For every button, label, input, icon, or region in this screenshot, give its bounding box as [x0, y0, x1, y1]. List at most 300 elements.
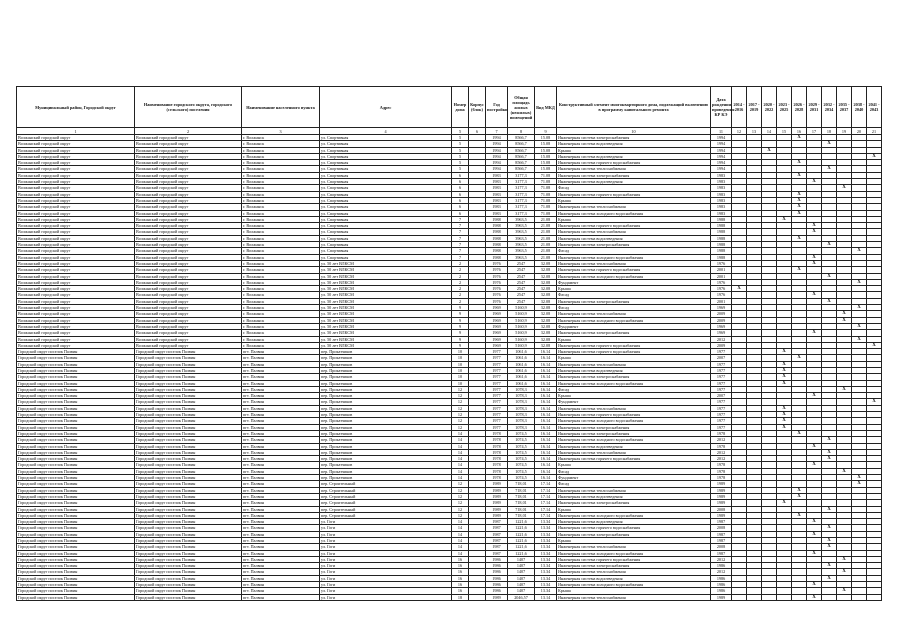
table-cell: X: [807, 519, 822, 525]
table-cell: 1977: [711, 374, 732, 380]
table-cell: Волжанский городской округ: [17, 323, 135, 329]
table-cell: 12: [452, 512, 469, 518]
table-cell: Городской округ поселок Палвин: [17, 424, 135, 430]
table-cell: пгт. Палвин: [242, 361, 320, 367]
table-cell: 2001: [711, 267, 732, 273]
table-cell: 16: [452, 588, 469, 594]
column-header: 2014 - 2016: [732, 87, 747, 128]
table-cell: ул. Гоги: [320, 563, 452, 569]
table-cell: 2001: [711, 273, 732, 279]
table-cell: 32.08: [535, 279, 557, 285]
table-cell: Городской округ поселок Палвин: [17, 412, 135, 418]
table-cell: 15.08: [535, 141, 557, 147]
column-number: 13: [747, 128, 762, 135]
table-cell: 1976: [711, 286, 732, 292]
table-cell: 1988: [711, 242, 732, 248]
table-cell: г. Волжанск: [242, 210, 320, 216]
table-cell: 3963,5: [508, 216, 535, 222]
table-cell: Городской округ поселок Палвин: [135, 405, 242, 411]
table-cell: ул. Спортивная: [320, 248, 452, 254]
table-cell: 1983: [486, 185, 508, 191]
table-cell: пгт. Палвин: [242, 493, 320, 499]
table-cell: 5: [452, 153, 469, 159]
table-cell: пгт. Палвин: [242, 525, 320, 531]
table-cell: 13.34: [535, 563, 557, 569]
table-cell: Волжанский городской округ: [17, 147, 135, 153]
table-cell: пер. Прокатчиков: [320, 355, 452, 361]
table-cell: 2008: [711, 525, 732, 531]
table-cell: X: [777, 418, 792, 424]
table-cell: Городской округ поселок Палвин: [17, 355, 135, 361]
table-cell: 1989: [486, 594, 508, 600]
table-cell: 1989: [711, 594, 732, 600]
table-cell: Волжанский городской округ: [17, 267, 135, 273]
table-cell: Городской округ поселок Палвин: [135, 512, 242, 518]
table-cell: X: [837, 386, 852, 392]
table-cell: Волжанский городской округ: [135, 185, 242, 191]
table-cell: ул. Спортивная: [320, 147, 452, 153]
table-cell: 1986: [486, 569, 508, 575]
table-cell: 7: [452, 229, 469, 235]
table-cell: 1988: [711, 223, 732, 229]
table-cell: 1977: [486, 374, 508, 380]
table-cell: Волжанский городской округ: [135, 197, 242, 203]
table-cell: 1988: [486, 223, 508, 229]
table-cell: X: [822, 544, 837, 550]
table-cell: 2: [452, 279, 469, 285]
table-cell: Инженерная система холодного водоснабжения: [557, 273, 711, 279]
table-cell: 1977: [711, 412, 732, 418]
table-cell: X: [822, 166, 837, 172]
table-cell: пер. Прокатчиков: [320, 374, 452, 380]
table-cell: пер. Строительный: [320, 481, 452, 487]
table-cell: Волжанский городской округ: [135, 160, 242, 166]
table-cell: Волжанский городской округ: [135, 248, 242, 254]
table-cell: пгт. Палвин: [242, 519, 320, 525]
table-cell: пер. Прокатчиков: [320, 468, 452, 474]
table-cell: 16: [452, 563, 469, 569]
table-cell: пгт. Палвин: [242, 481, 320, 487]
table-cell: 16.14: [535, 380, 557, 386]
table-cell: 15.08: [535, 153, 557, 159]
table-cell: Волжанский городской округ: [135, 135, 242, 141]
table-cell: 12: [452, 506, 469, 512]
table-cell: Городской округ поселок Палвин: [135, 437, 242, 443]
table-cell: Городской округ поселок Палвин: [135, 594, 242, 600]
table-cell: 16.14: [535, 399, 557, 405]
table-cell: 71.08: [535, 185, 557, 191]
table-cell: 17.14: [535, 493, 557, 499]
table-cell: Волжанский городской округ: [17, 229, 135, 235]
table-cell: X: [807, 462, 822, 468]
table-cell: 1989: [711, 481, 732, 487]
table-cell: пгт. Палвин: [242, 569, 320, 575]
table-cell: Волжанский городской округ: [135, 323, 242, 329]
table-cell: 1978: [486, 475, 508, 481]
table-cell: ул. 50 лет ВЛКСМ: [320, 305, 452, 311]
table-cell: ул. 50 лет ВЛКСМ: [320, 279, 452, 285]
table-cell: X: [792, 210, 807, 216]
column-number: 7: [486, 128, 508, 135]
table-cell: 1987: [486, 544, 508, 550]
table-cell: ул. 50 лет ВЛКСМ: [320, 311, 452, 317]
table-cell: г. Волжанск: [242, 229, 320, 235]
table-cell: ул. 50 лет ВЛКСМ: [320, 267, 452, 273]
table-cell: 10: [452, 361, 469, 367]
table-cell: Инженерная система электроснабжения: [557, 531, 711, 537]
table-cell: 1969: [711, 323, 732, 329]
table-cell: [837, 594, 852, 600]
table-cell: Волжанский городской округ: [17, 248, 135, 254]
table-cell: ул. Спортивная: [320, 242, 452, 248]
table-cell: 1989: [486, 512, 508, 518]
table-cell: 10: [452, 349, 469, 355]
table-cell: 1977: [711, 349, 732, 355]
table-cell: 71.08: [535, 179, 557, 185]
table-cell: Волжанский городской округ: [17, 336, 135, 342]
table-cell: 1407: [508, 569, 535, 575]
table-cell: Городской округ поселок Палвин: [17, 393, 135, 399]
table-cell: 1978: [486, 456, 508, 462]
table-cell: 21.08: [535, 216, 557, 222]
table-cell: X: [792, 487, 807, 493]
table-cell: ул. Гоги: [320, 588, 452, 594]
table-cell: Фасад: [557, 481, 711, 487]
table-cell: Волжанский городской округ: [135, 286, 242, 292]
table-cell: 16.14: [535, 355, 557, 361]
table-cell: ул. Спортивная: [320, 172, 452, 178]
table-cell: Крыша: [557, 355, 711, 361]
table-cell: 1987: [711, 538, 732, 544]
table-cell: Городской округ поселок Палвин: [135, 412, 242, 418]
table-cell: X: [777, 424, 792, 430]
table-cell: 2009: [711, 317, 732, 323]
table-cell: 16.14: [535, 437, 557, 443]
table-cell: 1989: [711, 493, 732, 499]
table-cell: 32.08: [535, 286, 557, 292]
table-cell: Инженерная система водоотведения: [557, 235, 711, 241]
table-cell: 1977: [486, 380, 508, 386]
table-cell: 1078,3: [508, 393, 535, 399]
table-cell: пгт. Палвин: [242, 405, 320, 411]
table-cell: 1976: [711, 279, 732, 285]
table-cell: 5: [452, 141, 469, 147]
table-cell: Волжанский городской округ: [135, 179, 242, 185]
table-cell: пгт. Палвин: [242, 367, 320, 373]
table-cell: Городской округ поселок Палвин: [17, 556, 135, 562]
table-cell: 12: [452, 412, 469, 418]
table-cell: Инженерная система водоотведения: [557, 367, 711, 373]
table-cell: 6: [452, 204, 469, 210]
table-cell: 1978: [711, 468, 732, 474]
table-cell: Городской округ поселок Палвин: [17, 361, 135, 367]
table-cell: 1978: [486, 468, 508, 474]
table-cell: 1988: [486, 254, 508, 260]
table-cell: ул. 50 лет ВЛКСМ: [320, 260, 452, 266]
table-cell: 9: [452, 311, 469, 317]
table-cell: Городской округ поселок Палвин: [135, 525, 242, 531]
table-cell: 1976: [711, 292, 732, 298]
table-cell: X: [777, 405, 792, 411]
table-cell: 16.14: [535, 430, 557, 436]
table-cell: 718,01: [508, 506, 535, 512]
table-cell: Городской округ поселок Палвин: [17, 349, 135, 355]
table-cell: 2012: [711, 569, 732, 575]
table-cell: Волжанский городской округ: [17, 204, 135, 210]
table-cell: Инженерная система горячего водоснабжения: [557, 525, 711, 531]
table-cell: 8566,7: [508, 147, 535, 153]
table-cell: 1978: [486, 437, 508, 443]
table-cell: 12: [452, 493, 469, 499]
table-cell: Городской округ поселок Палвин: [17, 487, 135, 493]
table-cell: 5160,9: [508, 323, 535, 329]
column-number: 4: [320, 128, 452, 135]
table-cell: Городской округ поселок Палвин: [17, 481, 135, 487]
table-cell: Волжанский городской округ: [17, 286, 135, 292]
table-cell: 16.14: [535, 393, 557, 399]
table-cell: Инженерная система электроснабжения: [557, 330, 711, 336]
table-cell: 6: [452, 191, 469, 197]
column-header: Адрес: [320, 87, 452, 128]
table-cell: Городской округ поселок Палвин: [17, 437, 135, 443]
table-cell: Крыша: [557, 393, 711, 399]
table-cell: 1969: [486, 342, 508, 348]
table-cell: пер. Прокатчиков: [320, 424, 452, 430]
table-cell: 14: [452, 430, 469, 436]
table-cell: 1977: [486, 355, 508, 361]
table-cell: Инженерная система электроснабжения: [557, 563, 711, 569]
table-cell: 2547: [508, 292, 535, 298]
table-cell: г. Волжанск: [242, 153, 320, 159]
table-cell: 1987: [486, 550, 508, 556]
table-cell: 14: [452, 468, 469, 474]
table-cell: Городской округ поселок Палвин: [135, 374, 242, 380]
table-cell: 32.08: [535, 330, 557, 336]
table-cell: 1976: [486, 286, 508, 292]
table-cell: Инженерная система электроснабжения: [557, 424, 711, 430]
table-cell: ул. Спортивная: [320, 204, 452, 210]
table-cell: 1977: [486, 424, 508, 430]
table-cell: 1994: [486, 166, 508, 172]
table-cell: X: [822, 525, 837, 531]
table-cell: X: [807, 229, 822, 235]
table-cell: Городской округ поселок Палвин: [135, 462, 242, 468]
table-cell: 12: [452, 500, 469, 506]
table-cell: 1221,6: [508, 531, 535, 537]
table-cell: 1994: [711, 166, 732, 172]
table-cell: X: [822, 538, 837, 544]
table-cell: Волжанский городской округ: [17, 292, 135, 298]
table-cell: X: [807, 223, 822, 229]
table-cell: Инженерная система горячего водоснабжения: [557, 556, 711, 562]
table-cell: пгт. Палвин: [242, 594, 320, 600]
table-cell: Волжанский городской округ: [17, 172, 135, 178]
table-cell: 8566,7: [508, 160, 535, 166]
table-cell: X: [822, 563, 837, 569]
table-cell: пгт. Палвин: [242, 531, 320, 537]
table-cell: 8566,7: [508, 153, 535, 159]
table-cell: пер. Строительный: [320, 493, 452, 499]
table-cell: 2547: [508, 267, 535, 273]
table-cell: 1994: [486, 153, 508, 159]
table-cell: 1988: [486, 242, 508, 248]
table-cell: Инженерная система теплоснабжения: [557, 569, 711, 575]
table-cell: 1977: [486, 393, 508, 399]
table-cell: Волжанский городской округ: [135, 147, 242, 153]
table-cell: 2009: [711, 311, 732, 317]
table-cell: 1986: [711, 575, 732, 581]
table-cell: 16.14: [535, 443, 557, 449]
table-cell: Инженерная система теплоснабжения: [557, 260, 711, 266]
table-cell: ул. 50 лет ВЛКСМ: [320, 330, 452, 336]
table-cell: пгт. Палвин: [242, 500, 320, 506]
table-cell: 1988: [711, 216, 732, 222]
table-cell: X: [807, 550, 822, 556]
table-cell: 16.14: [535, 456, 557, 462]
table-cell: Городской округ поселок Палвин: [17, 468, 135, 474]
table-cell: Крыша: [557, 538, 711, 544]
table-cell: Городской округ поселок Палвин: [17, 525, 135, 531]
table-cell: 6: [452, 185, 469, 191]
table-cell: [747, 594, 762, 600]
table-cell: Волжанский городской округ: [17, 330, 135, 336]
table-cell: 1407: [508, 582, 535, 588]
table-cell: ул. Спортивная: [320, 229, 452, 235]
table-cell: 1061,6: [508, 361, 535, 367]
table-cell: X: [852, 336, 867, 342]
table-cell: Волжанский городской округ: [135, 235, 242, 241]
table-cell: пгт. Палвин: [242, 550, 320, 556]
table-cell: 1977: [711, 361, 732, 367]
column-number: 21: [867, 128, 882, 135]
table-cell: 7: [452, 248, 469, 254]
table-cell: X: [837, 317, 852, 323]
table-cell: Фасад: [557, 386, 711, 392]
table-cell: Городской округ поселок Палвин: [135, 582, 242, 588]
column-number: 5: [452, 128, 469, 135]
table-cell: 32.08: [535, 305, 557, 311]
table-cell: 21.08: [535, 242, 557, 248]
table-cell: 3963,5: [508, 235, 535, 241]
table-cell: пер. Прокатчиков: [320, 430, 452, 436]
table-cell: Волжанский городской округ: [17, 260, 135, 266]
table-cell: Волжанский городской округ: [17, 235, 135, 241]
table-cell: Инженерная система теплоснабжения: [557, 204, 711, 210]
table-cell: 3177,3: [508, 179, 535, 185]
table-cell: Волжанский городской округ: [135, 279, 242, 285]
table-cell: Волжанский городской округ: [17, 223, 135, 229]
table-cell: 1977: [486, 367, 508, 373]
table-cell: 1407: [508, 575, 535, 581]
table-cell: 1986: [486, 588, 508, 594]
table-cell: пгт. Палвин: [242, 374, 320, 380]
table-cell: 13.34: [535, 525, 557, 531]
table-cell: Инженерная система холодного водоснабжения: [557, 254, 711, 260]
table-cell: 16.14: [535, 424, 557, 430]
table-cell: 1994: [486, 160, 508, 166]
table-cell: г. Волжанск: [242, 323, 320, 329]
table-cell: 1078,3: [508, 399, 535, 405]
table-cell: 1969: [711, 305, 732, 311]
table-cell: ул. 50 лет ВЛКСМ: [320, 273, 452, 279]
table-cell: X: [822, 575, 837, 581]
table-cell: 2547: [508, 298, 535, 304]
table-cell: Инженерная система горячего водоснабжения: [557, 349, 711, 355]
table-cell: 1987: [711, 531, 732, 537]
table-cell: 9: [452, 342, 469, 348]
table-cell: пер. Прокатчиков: [320, 462, 452, 468]
table-cell: пер. Прокатчиков: [320, 349, 452, 355]
table-cell: 15.08: [535, 166, 557, 172]
table-cell: 1983: [486, 172, 508, 178]
table-cell: 1986: [486, 556, 508, 562]
table-cell: Фасад: [557, 468, 711, 474]
table-cell: Волжанский городской округ: [17, 279, 135, 285]
table-cell: ул. 50 лет ВЛКСМ: [320, 317, 452, 323]
table-cell: X: [867, 399, 882, 405]
table-cell: пер. Строительный: [320, 506, 452, 512]
table-cell: 1994: [711, 160, 732, 166]
table-cell: 2547: [508, 286, 535, 292]
table-cell: 1994: [711, 153, 732, 159]
table-cell: 16.14: [535, 449, 557, 455]
table-cell: 1994: [711, 141, 732, 147]
table-cell: 16.14: [535, 374, 557, 380]
table-cell: пгт. Палвин: [242, 424, 320, 430]
table-cell: Инженерная система холодного водоснабжения: [557, 380, 711, 386]
table-cell: [792, 594, 807, 600]
table-cell: 10: [452, 355, 469, 361]
table-cell: 3177,3: [508, 210, 535, 216]
table-cell: Городской округ поселок Палвин: [135, 418, 242, 424]
table-cell: Городской округ поселок Палвин: [17, 538, 135, 544]
table-cell: Волжанский городской округ: [135, 242, 242, 248]
table-cell: ул. 50 лет ВЛКСМ: [320, 298, 452, 304]
table-cell: 16.14: [535, 367, 557, 373]
table-cell: X: [777, 367, 792, 373]
table-cell: 1983: [486, 197, 508, 203]
column-number: 14: [762, 128, 777, 135]
table-cell: X: [867, 342, 882, 348]
table-cell: пгт. Палвин: [242, 418, 320, 424]
table-cell: 1977: [486, 386, 508, 392]
table-cell: Городской округ поселок Палвин: [135, 355, 242, 361]
table-cell: X: [822, 141, 837, 147]
table-cell: 17.14: [535, 512, 557, 518]
table-cell: Волжанский городской округ: [135, 298, 242, 304]
table-cell: Фасад: [557, 292, 711, 298]
table-cell: Крыша: [557, 506, 711, 512]
table-cell: Инженерная система холодного водоснабжения: [557, 418, 711, 424]
table-cell: г. Волжанск: [242, 216, 320, 222]
table-cell: Инженерная система горячего водоснабжения: [557, 342, 711, 348]
table-cell: 13.34: [535, 531, 557, 537]
table-cell: 17.14: [535, 481, 557, 487]
table-cell: Городской округ поселок Палвин: [17, 418, 135, 424]
table-cell: 1978: [486, 462, 508, 468]
table-cell: ул. Спортивная: [320, 197, 452, 203]
table-cell: Волжанский городской округ: [135, 172, 242, 178]
column-header: Корпус (блок): [469, 87, 486, 128]
table-cell: 1074,5: [508, 462, 535, 468]
table-cell: 21.08: [535, 223, 557, 229]
table-cell: 9: [452, 330, 469, 336]
table-cell: 2547: [508, 260, 535, 266]
table-cell: 1078,3: [508, 424, 535, 430]
table-cell: Крыша: [557, 336, 711, 342]
table-cell: 15.08: [535, 135, 557, 141]
table-cell: Волжанский городской округ: [17, 160, 135, 166]
